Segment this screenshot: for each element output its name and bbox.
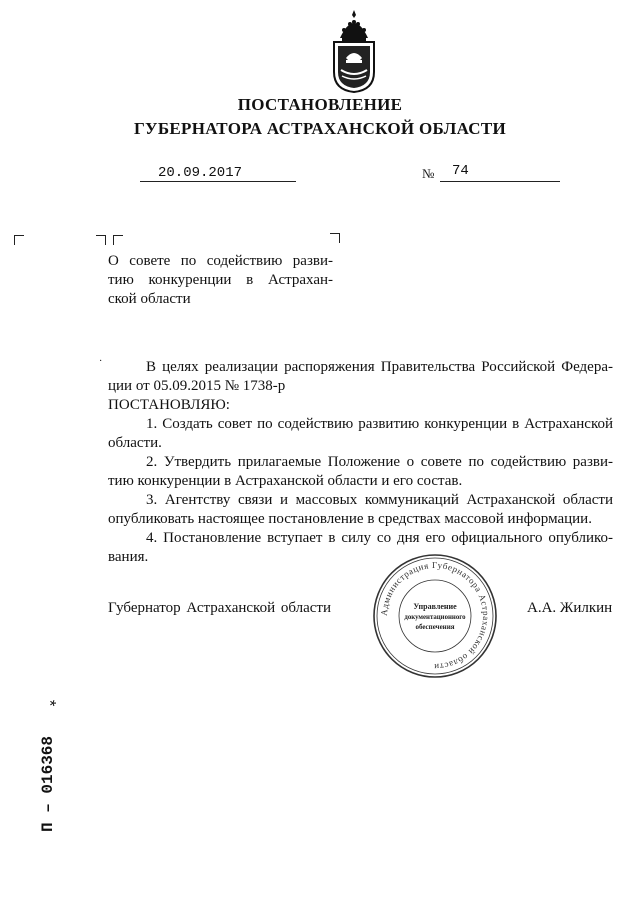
corner-mark	[330, 233, 340, 243]
stamp-center-line: документационного	[404, 614, 466, 621]
official-stamp	[372, 553, 498, 679]
item-1-line: 1. Создать совет по содействию развитию конкуренции в Астраханской	[146, 416, 613, 432]
document-title: ПОСТАНОВЛЕНИЕ	[237, 95, 403, 114]
subject-line: О совете по содействию разви-	[108, 253, 333, 269]
decree-word: ПОСТАНОВЛЯЮ:	[108, 397, 230, 413]
item-1-line: области.	[108, 435, 162, 451]
corner-mark	[113, 235, 123, 245]
coat-of-arms-icon	[328, 8, 380, 94]
number-underline	[440, 181, 560, 182]
number-sign: №	[422, 166, 435, 181]
item-2-line: тию конкуренции в Астраханской области и его состав.	[108, 473, 463, 489]
form-serial-number	[14, 688, 57, 838]
document-body	[108, 358, 613, 567]
subject-line: тию конкуренции в Астрахан-	[108, 272, 333, 288]
item-4-line: вания.	[108, 549, 149, 565]
serial-mark: *	[38, 698, 57, 709]
subject-line: ской области	[108, 291, 191, 307]
preamble-line: ции от 05.09.2015 № 1738-р	[108, 378, 286, 394]
signatory-position: Губернатор Астраханской области	[108, 600, 332, 616]
item-3-line: 3. Агентству связи и массовых коммуникаций Астраханской области	[146, 492, 613, 508]
serial-text: П – 016368	[39, 735, 57, 832]
corner-mark	[14, 235, 24, 245]
document-number: 74	[452, 163, 469, 179]
stamp-center-line: Управление	[413, 602, 457, 611]
date-underline	[140, 181, 296, 182]
preamble-line: В целях реализации распоряжения Правительства Российской Федера-	[146, 359, 613, 375]
item-2-line: 2. Утвердить прилагаемые Положение о совете по содействию разви-	[146, 454, 613, 470]
stamp-center-line: обеспечения	[415, 623, 455, 631]
signatory-name: А.А. Жилкин	[527, 600, 613, 616]
item-4-line: 4. Постановление вступает в силу со дня его официального опублико-	[146, 530, 613, 546]
document-subtitle: ГУБЕРНАТОРА АСТРАХАНСКОЙ ОБЛАСТИ	[133, 119, 507, 138]
stamp-ring-text: Администрация Губернатора Астраханской области	[378, 559, 492, 673]
document-date: 20.09.2017	[158, 165, 243, 181]
document-subject	[108, 252, 333, 309]
corner-mark	[96, 235, 106, 245]
scan-dot: ·	[99, 356, 103, 367]
item-3-line: опубликовать настоящее постановление в средствах массовой информации.	[108, 511, 592, 527]
